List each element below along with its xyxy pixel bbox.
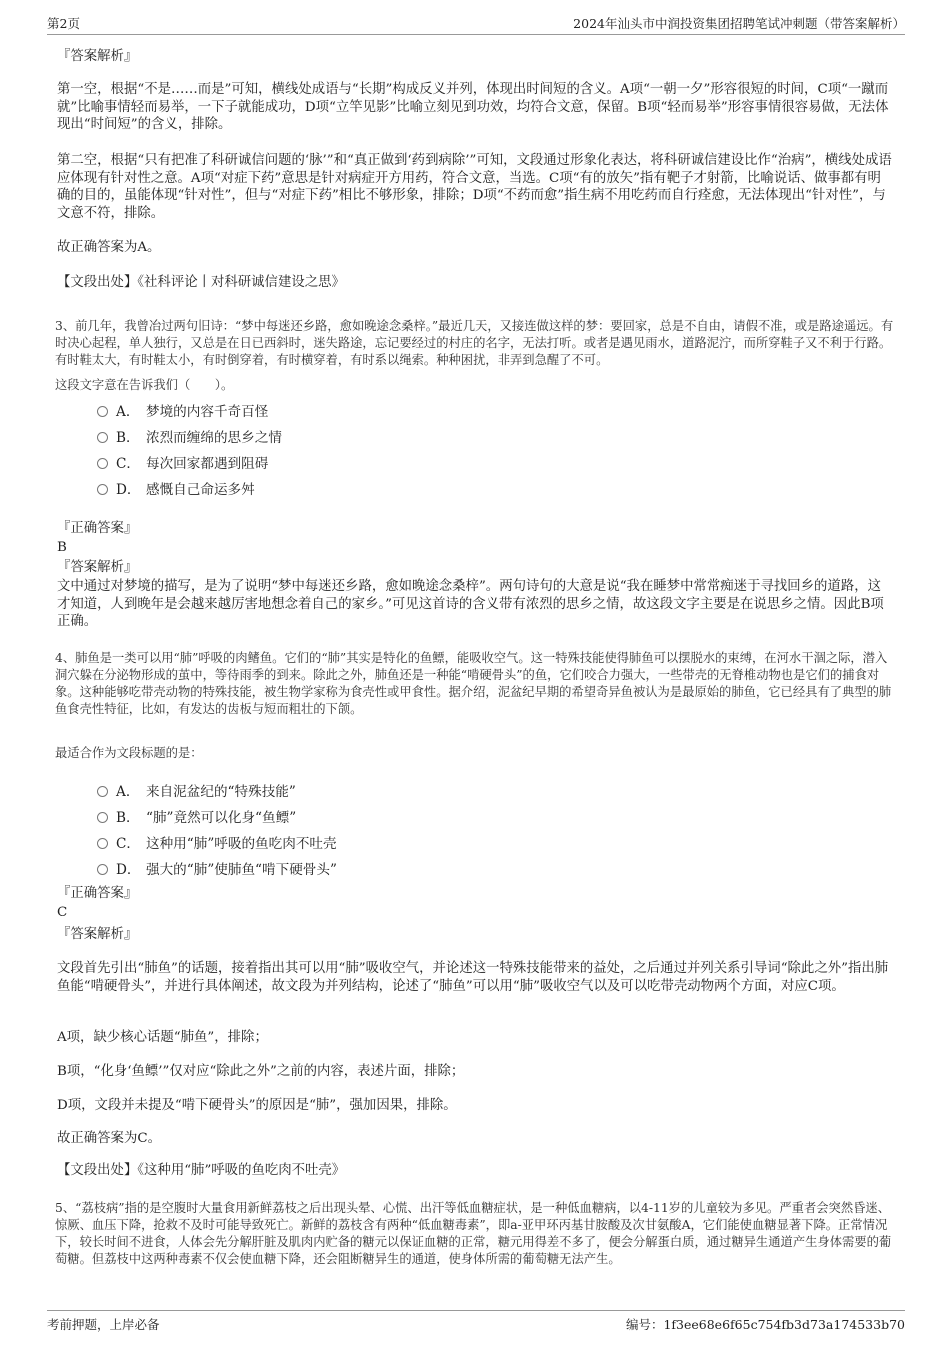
q2-analysis-p2: 第二空，根据“只有把准了科研诚信问题的‘脉’”和“真正做到‘药到病除’”可知，文段通过形象化表达，将科研诚信建设比作“治病”，横线处成语应体现有针对性之意。A项“对症下药”意思是针对病症开方用药，符合文意，当选。C项“有的放矢”指有靶子才射箭，比喻说话、做事都有明确的目的，虽能体现“针对性”，但与“对症下药”相比不够形象，排除；D项“不药而愈”指生病不用吃药而自行痊愈，无法体现出“针对性”，与文意不符，排除。 bbox=[57, 153, 892, 221]
option-text: 梦境的内容千奇百怪 bbox=[146, 404, 269, 420]
option-text: 来自泥盆纪的“特殊技能” bbox=[146, 784, 296, 800]
q4-source: 【文段出处】《这种用“肺”呼吸的鱼吃肉不吐壳》 bbox=[57, 1163, 346, 1178]
q4-analysis-a: A项，缺少核心话题“肺鱼”，排除； bbox=[57, 1030, 268, 1045]
q2-analysis-label: 『答案解析』 bbox=[57, 49, 138, 64]
q2-conclusion: 故正确答案为A。 bbox=[57, 240, 161, 255]
q4-option-a[interactable] bbox=[97, 780, 296, 800]
q3-question: 这段文字意在告诉我们（ ）。 bbox=[55, 378, 234, 392]
option-letter: B． bbox=[116, 430, 140, 446]
q2-source: 【文段出处】《社科评论丨对科研诚信建设之思》 bbox=[57, 275, 345, 290]
radio-icon[interactable] bbox=[97, 838, 108, 849]
q3-option-b[interactable] bbox=[97, 426, 282, 446]
q4-correct-label: 『正确答案』 bbox=[57, 886, 138, 901]
q4-option-b[interactable] bbox=[97, 806, 296, 826]
document-id: 编号：1f3ee68e6f65c754fb3d73a174533b70 bbox=[625, 1317, 905, 1332]
q2-analysis-p1: 第一空，根据“不是……而是”可知，横线处成语与“长期”构成反义并列，体现出时间短的含义。A项“一朝一夕”形容很短的时间，C项“一蹴而就”比喻事情轻而易举，一下子就能成功，D项“立竿见影”比喻立刻见到功效，均符合文意，保留。B项“轻而易举”形容事情很容易做，无法体现出“时间短”的含义，排除。 bbox=[57, 82, 889, 132]
option-letter: D． bbox=[116, 862, 141, 878]
q3-analysis: 文中通过对梦境的描写，是为了说明“梦中每迷还乡路，愈如晚途念桑梓”。两句诗句的大意是说“我在睡梦中常常痴迷于寻找回乡的道路，这才知道，人到晚年是会越来越厉害地想念着自己的家乡。”可见这首诗的含义带有浓烈的思乡之情，故这段文字主要是在说思乡之情。因此B项正确。 bbox=[57, 579, 884, 629]
q4-correct-answer: C bbox=[57, 905, 68, 920]
q4-analysis-label: 『答案解析』 bbox=[57, 927, 138, 942]
option-text: 浓烈而缠绵的思乡之情 bbox=[146, 430, 282, 446]
q4-question: 最适合作为文段标题的是： bbox=[55, 746, 203, 760]
option-text: 每次回家都遇到阻碍 bbox=[146, 456, 269, 472]
option-letter: A． bbox=[116, 784, 140, 800]
option-text: 这种用“肺”呼吸的鱼吃肉不吐壳 bbox=[146, 836, 337, 852]
page-header bbox=[47, 14, 905, 35]
option-letter: B． bbox=[116, 810, 140, 826]
document-title: 2024年汕头市中润投资集团招聘笔试冲刺题（带答案解析） bbox=[573, 16, 905, 31]
option-letter: C． bbox=[116, 456, 140, 472]
q3-analysis-label: 『答案解析』 bbox=[57, 560, 138, 575]
q3-correct-answer: B bbox=[57, 540, 67, 555]
q3-option-d[interactable] bbox=[97, 478, 255, 498]
option-text: 感慨自己命运多舛 bbox=[146, 482, 255, 498]
footer-slogan: 考前押题，上岸必备 bbox=[47, 1317, 160, 1332]
option-letter: A． bbox=[116, 404, 140, 420]
option-letter: C． bbox=[116, 836, 140, 852]
radio-icon[interactable] bbox=[97, 406, 108, 417]
option-text: 强大的“肺”使肺鱼“啃下硬骨头” bbox=[146, 862, 337, 878]
q4-analysis-p1: 文段首先引出“肺鱼”的话题，接着指出其可以用“肺”吸收空气，并论述这一特殊技能带来的益处，之后通过并列关系引导词“除此之外”指出肺鱼能“啃硬骨头”，并进行具体阐述，故文段为并列结构，论述了“肺鱼”可以用“肺”吸收空气以及可以吃带壳动物两个方面，对应C项。 bbox=[57, 961, 889, 994]
radio-icon[interactable] bbox=[97, 484, 108, 495]
q4-option-d[interactable] bbox=[97, 858, 337, 878]
radio-icon[interactable] bbox=[97, 812, 108, 823]
radio-icon[interactable] bbox=[97, 458, 108, 469]
q5-stem: 5、“荔枝病”指的是空腹时大量食用新鲜荔枝之后出现头晕、心慌、出汗等低血糖症状，是一种低血糖病，以4-11岁的儿童较为多见。严重者会突然昏迷、惊厥、血压下降，抢救不及时可能导致死亡。新鲜的荔枝含有两种“低血糖毒素”，即a-亚甲环丙基甘胺酸及次甘氨酸A，它们能使血糖显著下降。正常情况下，较长时间不进食，人体会先分解肝脏及肌肉内贮备的糖元以保证血糖的正常，糖元用得差不多了，便会分解蛋白质，通过糖异生通道产生身体需要的葡萄糖。但荔枝中这两种毒素不仅会使血糖下降，还会阻断糖异生的通道，使身体所需的葡萄糖无法产生。 bbox=[55, 1201, 892, 1266]
q4-stem: 4、肺鱼是一类可以用“肺”呼吸的肉鳍鱼。它们的“肺”其实是特化的鱼鳔，能吸收空气。这一特殊技能使得肺鱼可以摆脱水的束缚，在河水干涸之际，潜入洞穴躲在分泌物形成的茧中，等待雨季的到来。除此之外，肺鱼还是一种能“啃硬骨头”的鱼，它们咬合力强大，一些带壳的无脊椎动物也是它们的捕食对象。这种能够吃带壳动物的特殊技能，被生物学家称为食壳性或甲食性。据介绍，泥盆纪早期的希望奇异鱼被认为是最原始的肺鱼，它已经具有了典型的肺鱼食壳性特征，比如，有发达的齿板与短而粗壮的下颌。 bbox=[55, 651, 892, 716]
q3-option-c[interactable] bbox=[97, 452, 268, 472]
page-footer bbox=[47, 1310, 905, 1333]
option-letter: D． bbox=[116, 482, 141, 498]
page-number: 第2页 bbox=[47, 16, 80, 31]
radio-icon[interactable] bbox=[97, 864, 108, 875]
q3-option-a[interactable] bbox=[97, 400, 268, 420]
q3-stem: 3、前几年，我曾冶过两句旧诗：“梦中每迷还乡路，愈如晚途念桑梓。”最近几天，又接连做这样的梦：要回家，总是不自由，请假不准，或是路途遥远。有时决心起程，单人独行，又总是在日已西斜时，迷失路途，忘记要经过的村庄的名字，无法打听。或者是遇见雨水，道路泥泞，而所穿鞋子又不利于行路。有时鞋太大，有时鞋太小，有时倒穿着，有时横穿着，有时系以绳索。种种困扰，非弄到急醒了不可。 bbox=[55, 319, 894, 367]
q3-correct-label: 『正确答案』 bbox=[57, 521, 138, 536]
q4-option-c[interactable] bbox=[97, 832, 337, 852]
option-text: “肺”竟然可以化身“鱼鳔” bbox=[146, 810, 297, 826]
radio-icon[interactable] bbox=[97, 432, 108, 443]
radio-icon[interactable] bbox=[97, 786, 108, 797]
q4-conclusion: 故正确答案为C。 bbox=[57, 1131, 161, 1146]
q4-analysis-b: B项，“化身‘鱼鳔’”仅对应“除此之外”之前的内容，表述片面，排除； bbox=[57, 1064, 465, 1079]
q4-analysis-d: D项，文段并未提及“啃下硬骨头”的原因是“肺”，强加因果，排除。 bbox=[57, 1098, 457, 1113]
